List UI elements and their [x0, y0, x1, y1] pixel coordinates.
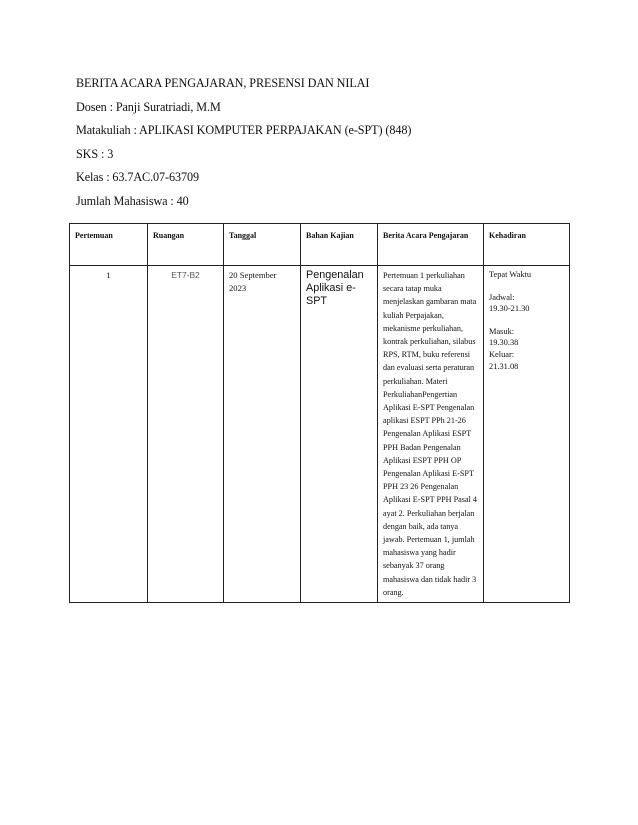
credits-line: SKS : 3	[76, 146, 114, 161]
document-header	[76, 72, 576, 214]
attendance-status: Tepat Waktu	[489, 270, 532, 279]
column-header-kehadiran: Kehadiran	[484, 224, 570, 266]
attendance-check-out: Keluar: 21.31.08	[489, 349, 519, 371]
course-line: Matakuliah : APLIKASI KOMPUTER PERPAJAKAN (e-SPT) (848)	[76, 123, 412, 138]
cell-bahan-kajian: Pengenalan Aplikasi e-SPT	[301, 266, 378, 603]
column-header-pertemuan: Pertemuan	[70, 224, 148, 266]
class-line: Kelas : 63.7AC.07-63709	[76, 170, 199, 185]
column-header-tanggal: Tanggal	[224, 224, 301, 266]
attendance-check-in: Masuk: 19.30.38	[489, 326, 519, 348]
cell-tanggal: 20 September 2023	[224, 266, 301, 603]
document-title: BERITA ACARA PENGAJARAN, PRESENSI DAN NILAI	[76, 76, 370, 90]
cell-berita-acara: Pertemuan 1 perkuliahan secara tatap muka menjelaskan gambaran mata kuliah Perpajakan, mekanisme perkuliahan, kontrak perkuliahan, silabus RPS, RTM, buku referensi dan evaluasi serta peraturan perkuliahan. Materi PerkuliahanPengertian Aplikasi E-SPT Pengenalan aplikasi ESPT PPh 21-26 Pengenalan Aplikasi ESPT PPH Badan Pengenalan Aplikasi ESPT PPH OP Pengenalan Aplikasi E-SPT PPH 23 26 Pengenalan Aplikasi E-SPT PPH Pasal 4 ayat 2. Perkuliahan berjalan dengan baik, ada tanya jawab. Pertemuan 1, jumlah mahasiswa yang hadir sebanyak 37 orang mahasiswa dan tidak hadir 3 orang.	[378, 266, 484, 603]
cell-kehadiran	[484, 266, 570, 603]
student-count-line: Jumlah Mahasiswa : 40	[76, 193, 189, 208]
column-header-bahan-kajian: Bahan Kajian	[301, 224, 378, 266]
cell-ruangan: ET7-B2	[148, 266, 224, 603]
teaching-record-table	[69, 223, 570, 603]
table-row	[70, 266, 570, 603]
attendance-schedule: Jadwal: 19.30-21.30	[489, 292, 530, 314]
table-header-row	[70, 224, 570, 266]
cell-pertemuan: 1	[70, 266, 148, 603]
lecturer-line: Dosen : Panji Suratriadi, M.M	[76, 99, 221, 114]
column-header-ruangan: Ruangan	[148, 224, 224, 266]
column-header-berita-acara: Berita Acara Pengajaran	[378, 224, 484, 266]
